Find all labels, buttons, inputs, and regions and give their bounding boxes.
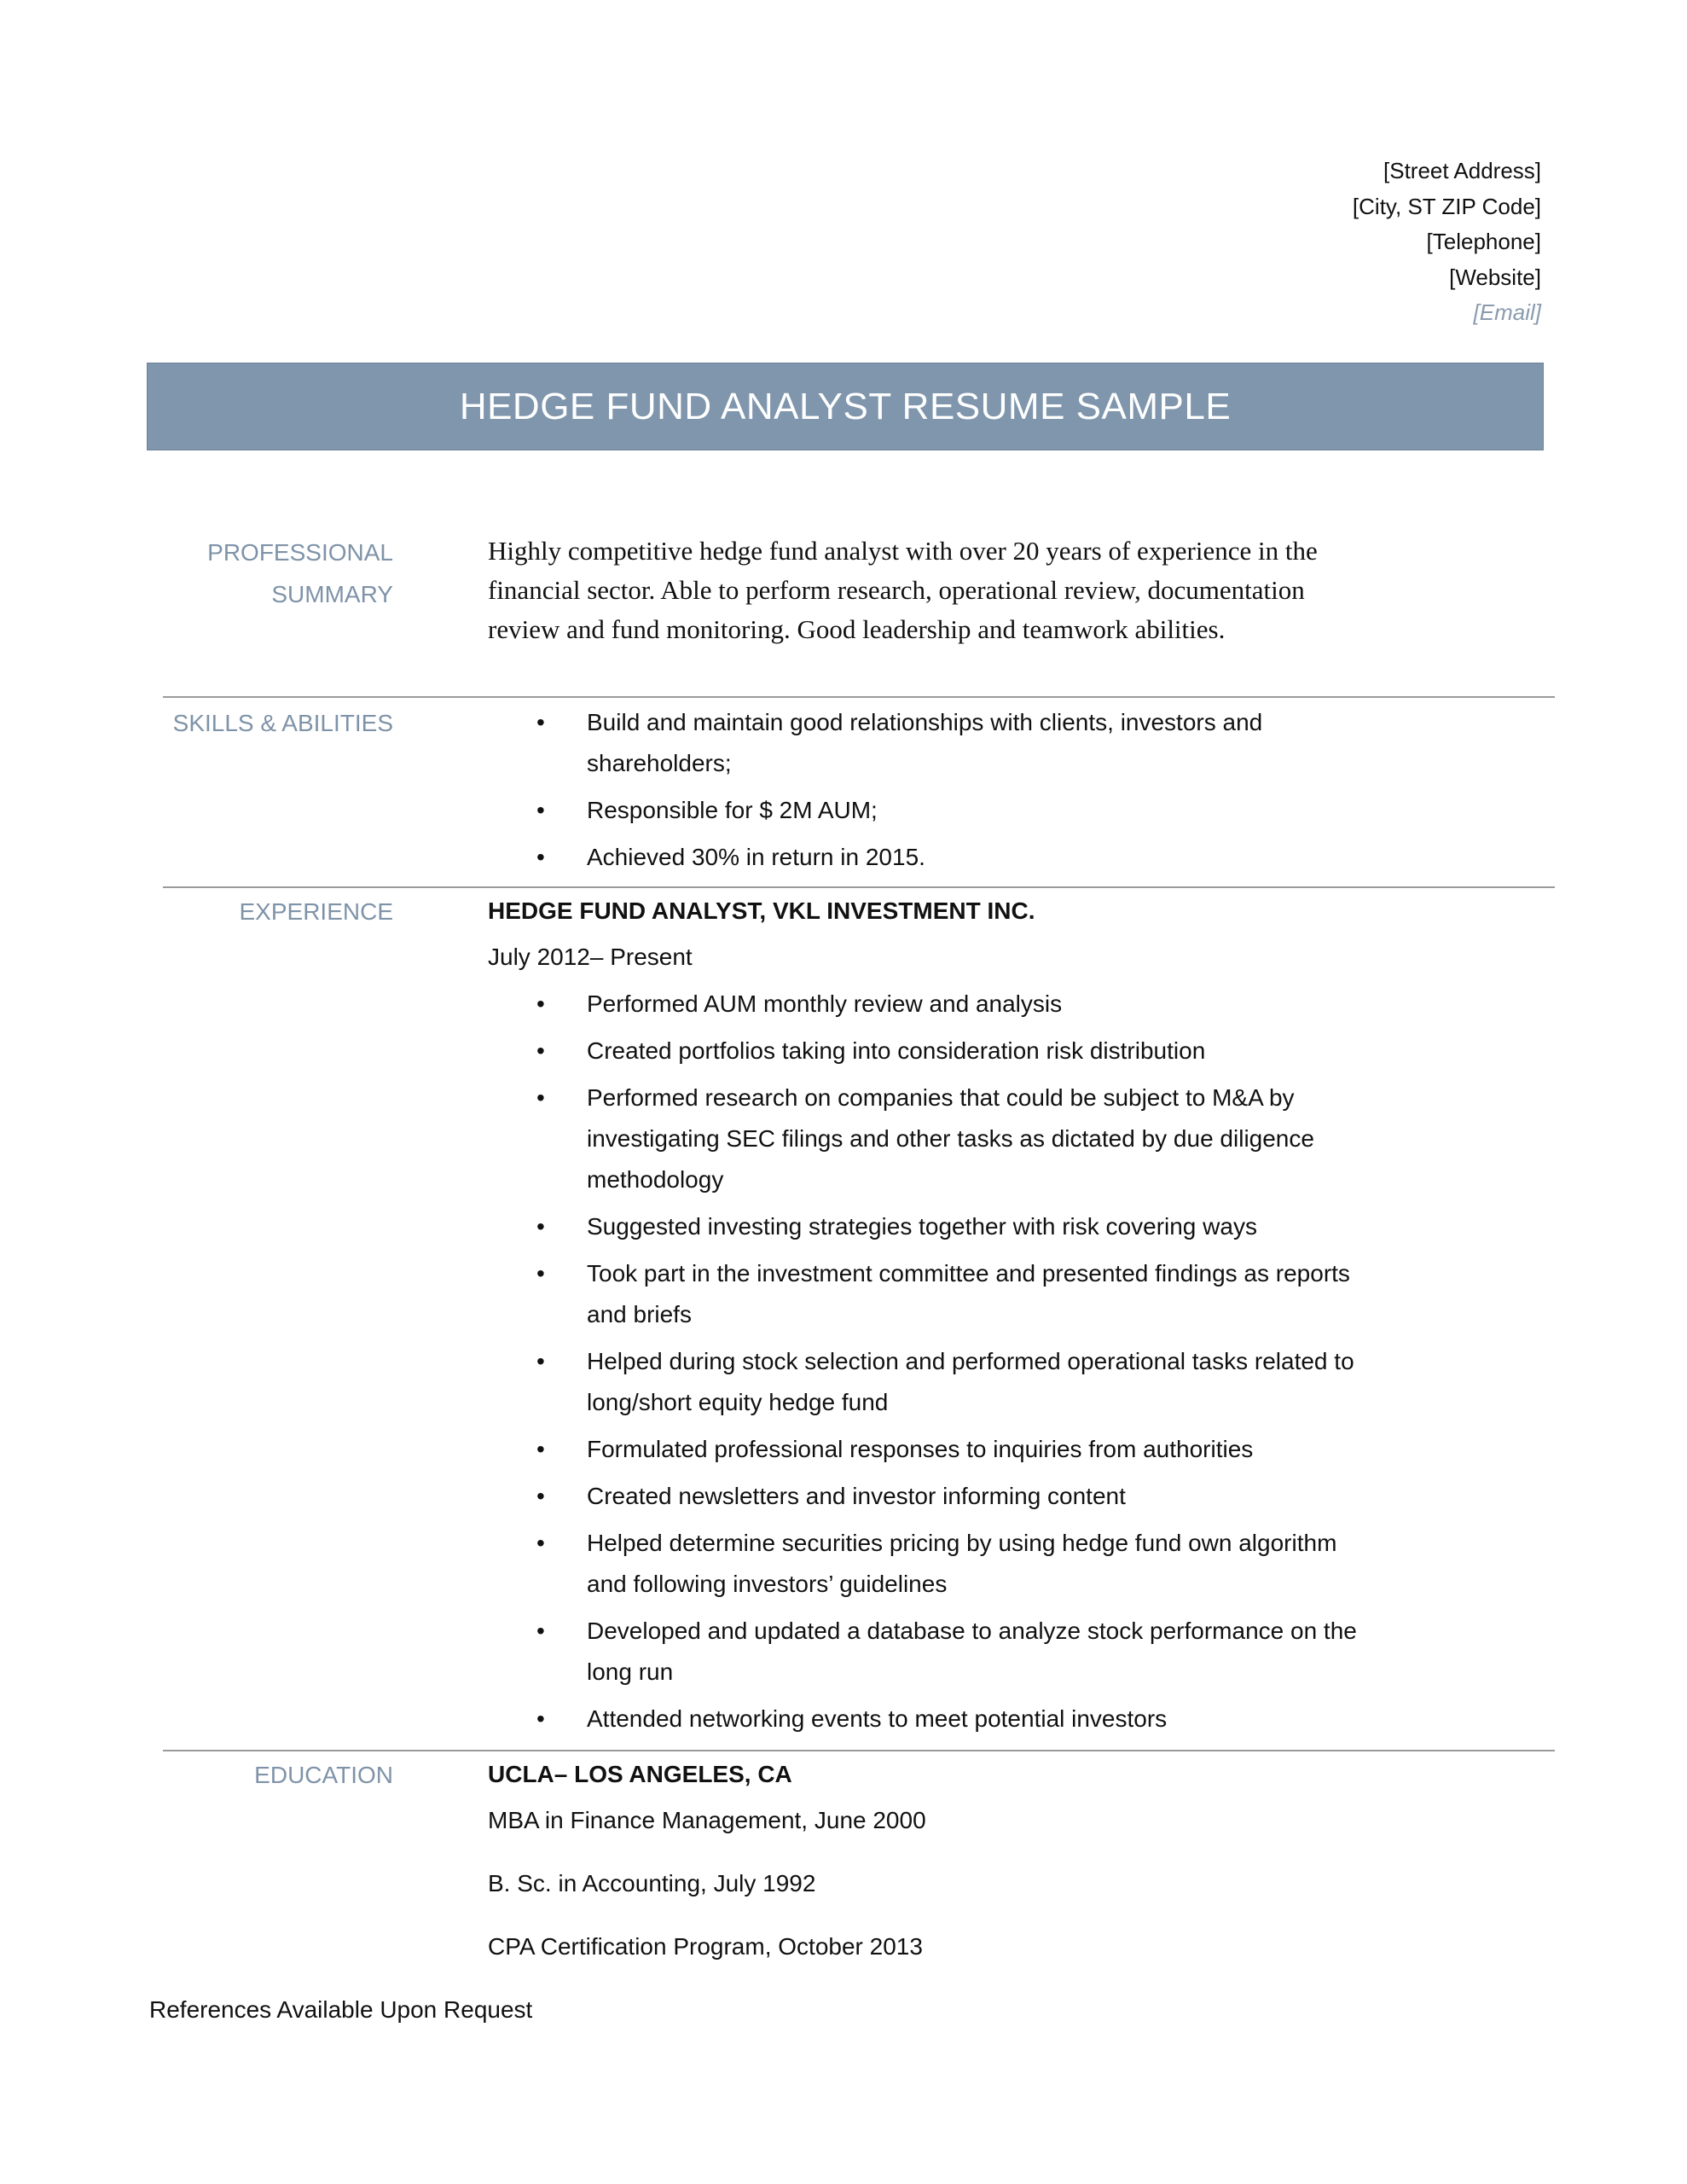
section-label-skills: SKILLS & ABILITIES <box>172 710 393 736</box>
bullet-icon: • <box>536 1483 545 1509</box>
bullet-icon: • <box>536 1618 545 1644</box>
city-zip: [City, ST ZIP Code] <box>1352 193 1541 219</box>
list-item <box>488 790 1358 831</box>
list-item-text: Responsible for $ 2M AUM; <box>587 797 878 823</box>
education-content <box>488 1754 1358 1989</box>
list-item <box>488 1476 1358 1517</box>
street-address: [Street Address] <box>1383 158 1541 183</box>
list-item-text: Helped during stock selection and performed operational tasks related to long/short equity hedge fund <box>587 1348 1354 1415</box>
list-item <box>488 1253 1358 1335</box>
contact-block <box>1353 154 1541 331</box>
divider <box>163 886 1555 888</box>
bullet-icon: • <box>536 1037 545 1064</box>
degree-item: CPA Certification Program, October 2013 <box>488 1933 923 1960</box>
list-item-text: Achieved 30% in return in 2015. <box>587 844 925 870</box>
bullet-icon: • <box>536 1348 545 1374</box>
list-item-text: Attended networking events to meet potential investors <box>587 1705 1168 1732</box>
list-item-text: Developed and updated a database to analyze stock performance on the long run <box>587 1618 1357 1685</box>
references-note: References Available Upon Request <box>149 1996 533 2023</box>
email: [Email] <box>1473 299 1541 325</box>
list-item-text: Performed AUM monthly review and analysis <box>587 990 1063 1017</box>
list-item <box>488 1611 1358 1693</box>
bullet-icon: • <box>536 797 545 823</box>
label-line: SUMMARY <box>271 581 393 607</box>
job-dates: July 2012– Present <box>488 944 693 970</box>
bullet-icon: • <box>536 709 545 735</box>
bullet-icon: • <box>536 1213 545 1240</box>
divider <box>163 696 1555 698</box>
list-item-text: Performed research on companies that could be subject to M&A by investigating SEC filings and other tasks as dictated by due diligence methodology <box>587 1084 1314 1193</box>
list-item <box>488 1206 1358 1247</box>
section-label-education: EDUCATION <box>254 1762 393 1788</box>
experience-content <box>488 891 1358 1745</box>
section-label-experience: EXPERIENCE <box>239 898 393 925</box>
bullet-icon: • <box>536 844 545 870</box>
list-item <box>488 702 1358 784</box>
summary-text: Highly competitive hedge fund analyst with over 20 years of experience in the financial sector. Able to perform research, operational review, documentation review and fund monitoring. Good leadership and teamwork abilities. <box>488 536 1318 644</box>
title-banner <box>147 363 1544 450</box>
experience-list <box>488 984 1358 1740</box>
list-item <box>488 984 1358 1025</box>
list-item-text: Helped determine securities pricing by using hedge fund own algorithm and following investors’ guidelines <box>587 1530 1337 1597</box>
telephone: [Telephone] <box>1426 229 1541 254</box>
list-item <box>488 1699 1358 1740</box>
label-line: PROFESSIONAL <box>207 539 393 566</box>
skills-list <box>488 702 1358 878</box>
bullet-icon: • <box>536 1530 545 1556</box>
page-title: HEDGE FUND ANALYST RESUME SAMPLE <box>459 385 1232 427</box>
list-item <box>488 1523 1358 1605</box>
section-label-summary <box>137 531 393 615</box>
degree-item: MBA in Finance Management, June 2000 <box>488 1807 926 1833</box>
list-item <box>488 1077 1358 1200</box>
bullet-icon: • <box>536 1260 545 1287</box>
list-item-text: Formulated professional responses to inquiries from authorities <box>587 1436 1254 1462</box>
skills-content <box>488 702 1358 884</box>
school-name: UCLA– LOS ANGELES, CA <box>488 1761 792 1787</box>
bullet-icon: • <box>536 990 545 1017</box>
degree-item: B. Sc. in Accounting, July 1992 <box>488 1870 816 1896</box>
list-item <box>488 837 1358 878</box>
list-item <box>488 1341 1358 1423</box>
list-item-text: Created newsletters and investor informing content <box>587 1483 1126 1509</box>
bullet-icon: • <box>536 1436 545 1462</box>
list-item-text: Build and maintain good relationships with clients, investors and shareholders; <box>587 709 1263 776</box>
list-item-text: Created portfolios taking into consideration risk distribution <box>587 1037 1206 1064</box>
job-title: HEDGE FUND ANALYST, VKL INVESTMENT INC. <box>488 897 1035 924</box>
list-item-text: Suggested investing strategies together with risk covering ways <box>587 1213 1257 1240</box>
bullet-icon: • <box>536 1084 545 1111</box>
list-item-text: Took part in the investment committee and presented findings as reports and briefs <box>587 1260 1350 1327</box>
list-item <box>488 1031 1358 1072</box>
website: [Website] <box>1449 264 1541 290</box>
list-item <box>488 1429 1358 1470</box>
divider <box>163 1750 1555 1751</box>
bullet-icon: • <box>536 1705 545 1732</box>
